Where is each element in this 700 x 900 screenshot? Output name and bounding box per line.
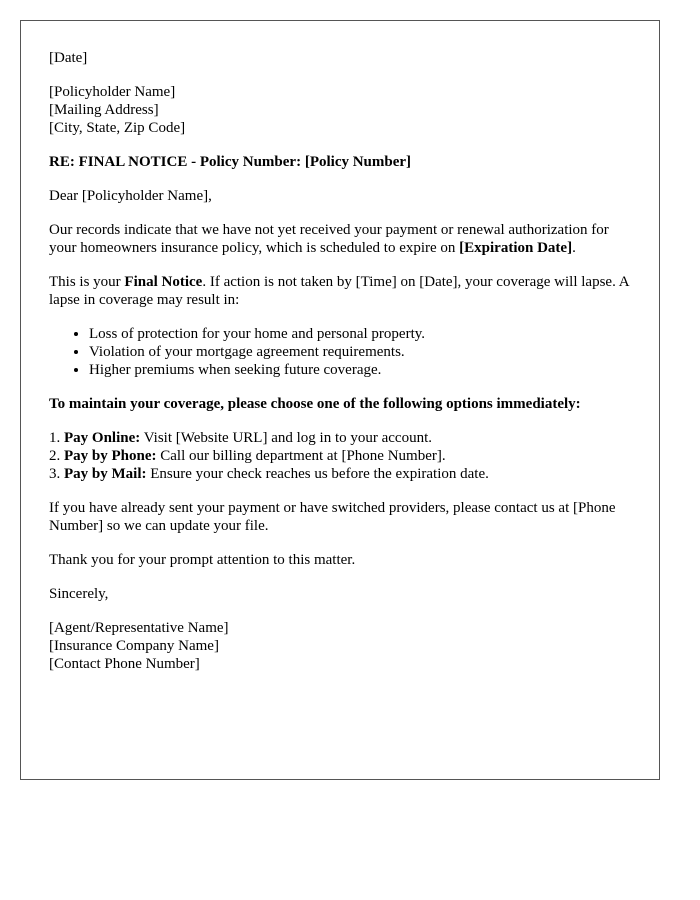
letter-date: [Date] (49, 50, 88, 66)
consequences-list (49, 325, 659, 379)
option-pay-online (49, 429, 659, 447)
option-text: Visit [Website URL] and log in to your account. (143, 430, 433, 446)
paragraph-final-notice-start: This is your (49, 274, 125, 290)
thank-you-line: Thank you for your prompt attention to this matter. (49, 552, 356, 568)
option-text: Call our billing department at [Phone Number]. (160, 448, 446, 464)
paragraph-payment-status (49, 221, 639, 257)
paragraph-payment-status-end: . (572, 240, 576, 256)
option-pay-by-phone (49, 447, 659, 465)
paragraph-already-paid: If you have already sent your payment or have switched providers, please contact us at [Phone Number] so we can update your file. (49, 500, 616, 534)
recipient-city-state-zip: [City, State, Zip Code] (49, 120, 186, 136)
option-number: 2. (49, 448, 61, 464)
signature-agent-name: [Agent/Representative Name] (49, 620, 229, 636)
subject-text: RE: FINAL NOTICE - Policy Number: [Policy Number] (49, 154, 412, 170)
option-number: 3. (49, 466, 61, 482)
option-number: 1. (49, 430, 61, 446)
options-heading (49, 395, 659, 413)
subject-line (49, 153, 659, 171)
letter-page (20, 20, 660, 780)
option-text: Ensure your check reaches us before the expiration date. (150, 466, 489, 482)
paragraph-final-notice-rest: . If action is not taken by [Time] on [Date], your coverage will lapse. A lapse in coverage may result in: (49, 274, 629, 308)
expiration-date-bold: [Expiration Date] (459, 240, 573, 256)
recipient-name: [Policyholder Name] (49, 84, 176, 100)
recipient-mailing-address: [Mailing Address] (49, 102, 159, 118)
signature-company-name: [Insurance Company Name] (49, 638, 219, 654)
payment-options-list (49, 429, 659, 483)
signature-block (49, 619, 659, 673)
closing: Sincerely, (49, 586, 109, 602)
final-notice-bold: Final Notice (124, 274, 203, 290)
recipient-address-block (49, 83, 659, 137)
options-heading-text: To maintain your coverage, please choose one of the following options immediately: (49, 396, 581, 412)
signature-contact-phone: [Contact Phone Number] (49, 656, 200, 672)
option-pay-by-mail (49, 465, 659, 483)
list-item: • Loss of protection for your home and personal property. (89, 325, 659, 343)
paragraph-payment-status-text: Our records indicate that we have not yet received your payment or renewal authorization for your homeowners insurance policy, which is scheduled to expire on (49, 222, 609, 256)
salutation: Dear [Policyholder Name], (49, 188, 212, 204)
option-label: Pay by Phone: (64, 448, 157, 464)
list-item: • Violation of your mortgage agreement requirements. (89, 343, 659, 361)
option-label: Pay by Mail: (64, 466, 147, 482)
option-label: Pay Online: (64, 430, 141, 446)
paragraph-final-notice (49, 273, 639, 309)
list-item: • Higher premiums when seeking future coverage. (89, 361, 659, 379)
